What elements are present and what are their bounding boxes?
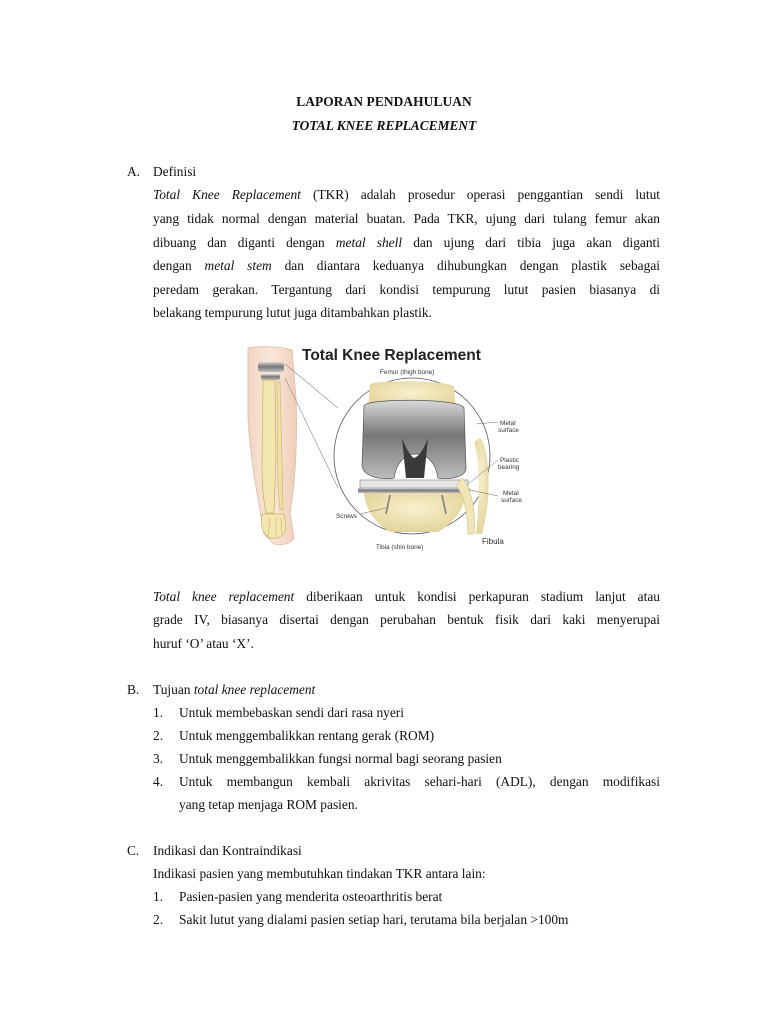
label-metal-surface-top: Metal xyxy=(500,420,516,427)
section-b-title xyxy=(153,682,315,698)
knee-closeup xyxy=(334,378,490,534)
text-run: (TKR) adalah prosedur operasi penggantian sendi lutut xyxy=(300,187,660,202)
label-metal-surface-top-2: surface xyxy=(498,427,519,434)
term-total-knee-replacement: Total knee replacement xyxy=(153,589,295,604)
knee-illustration xyxy=(240,338,530,558)
section-c-title: Indikasi dan Kontraindikasi xyxy=(153,843,302,858)
label-plastic: Plastic xyxy=(500,457,519,464)
label-plastic-2: bearing xyxy=(498,464,520,471)
section-b-title-italic: total knee replacement xyxy=(193,682,316,697)
section-a-line-3 xyxy=(153,235,660,251)
label-femur: Femur (thigh bone) xyxy=(380,369,435,376)
term-metal-shell: metal shell xyxy=(335,235,403,250)
list-number: 2. xyxy=(153,728,164,743)
section-a-letter: A. xyxy=(127,164,141,179)
text-run: dibuang dan diganti dengan xyxy=(153,235,336,250)
list-number: 3. xyxy=(153,751,164,766)
label-tibia: Tibia (shin bone) xyxy=(376,544,424,551)
text-run: Tujuan xyxy=(153,682,194,697)
list-item: Sakit lutut yang dialami pasien setiap hari, terutama bila berjalan >100m xyxy=(179,912,569,927)
section-c-letter: C. xyxy=(127,843,140,858)
list-number: 4. xyxy=(153,774,164,789)
section-a-line-4 xyxy=(153,258,660,274)
term-metal-stem: metal stem xyxy=(204,258,272,273)
para2-line-2: grade IV, biasanya disertai dengan perubahan bentuk fisik dari kaki menyerupai xyxy=(153,612,660,627)
label-fibula: Fibula xyxy=(482,537,504,546)
text-run: dan ujung dari tibia juga akan diganti xyxy=(402,235,660,250)
list-item: Pasien-pasien yang menderita osteoarthritis berat xyxy=(179,889,443,904)
document-subtitle: TOTAL KNEE REPLACEMENT xyxy=(291,118,477,133)
section-a-line-5: peredam gerakan. Tergantung dari kondisi tempurung lutut pasien biasanya di xyxy=(153,282,660,297)
knee-replacement-figure xyxy=(240,338,530,558)
document-title: LAPORAN PENDAHULUAN xyxy=(296,94,472,109)
list-number: 2. xyxy=(153,912,164,927)
list-item: Untuk menggembalikkan fungsi normal bagi seorang pasien xyxy=(179,751,502,766)
leg-drawing xyxy=(248,347,297,545)
list-item: Untuk membebaskan sendi dari rasa nyeri xyxy=(179,705,404,720)
list-item: Untuk menggembalikkan rentang gerak (ROM) xyxy=(179,728,435,743)
para2-line-3: huruf ‘O’ atau ‘X’. xyxy=(153,636,254,651)
section-a-line-2: yang tidak normal dengan material buatan. Pada TKR, ujung dari tulang femur akan xyxy=(153,211,660,226)
section-a-line-6: belakang tempurung lutut juga ditambahkan plastik. xyxy=(153,305,432,320)
term-tkr: Total Knee Replacement xyxy=(153,187,301,202)
section-a-line-1 xyxy=(153,187,660,203)
list-item: Untuk membangun kembali akrivitas sehari-hari (ADL), dengan modifikasi xyxy=(179,774,660,789)
text-run: diberikaan untuk kondisi perkapuran stadium lanjut atau xyxy=(294,589,660,604)
label-metal-surface-bottom-2: surface xyxy=(501,497,522,504)
figure-title: Total Knee Replacement xyxy=(302,347,481,364)
list-item-continuation: yang tetap menjaga ROM pasien. xyxy=(179,797,358,812)
text-run: dan diantara keduanya dihubungkan dengan plastik sebagai xyxy=(271,258,660,273)
text-run: dengan xyxy=(153,258,205,273)
section-b-letter: B. xyxy=(127,682,140,697)
list-number: 1. xyxy=(153,889,164,904)
list-number: 1. xyxy=(153,705,164,720)
label-metal-surface-bottom: Metal xyxy=(503,490,519,497)
para2-line-1 xyxy=(153,589,660,605)
label-screws: Screws xyxy=(336,513,357,520)
section-c-intro: Indikasi pasien yang membutuhkan tindakan TKR antara lain: xyxy=(153,866,486,881)
section-a-title: Definisi xyxy=(153,164,197,179)
